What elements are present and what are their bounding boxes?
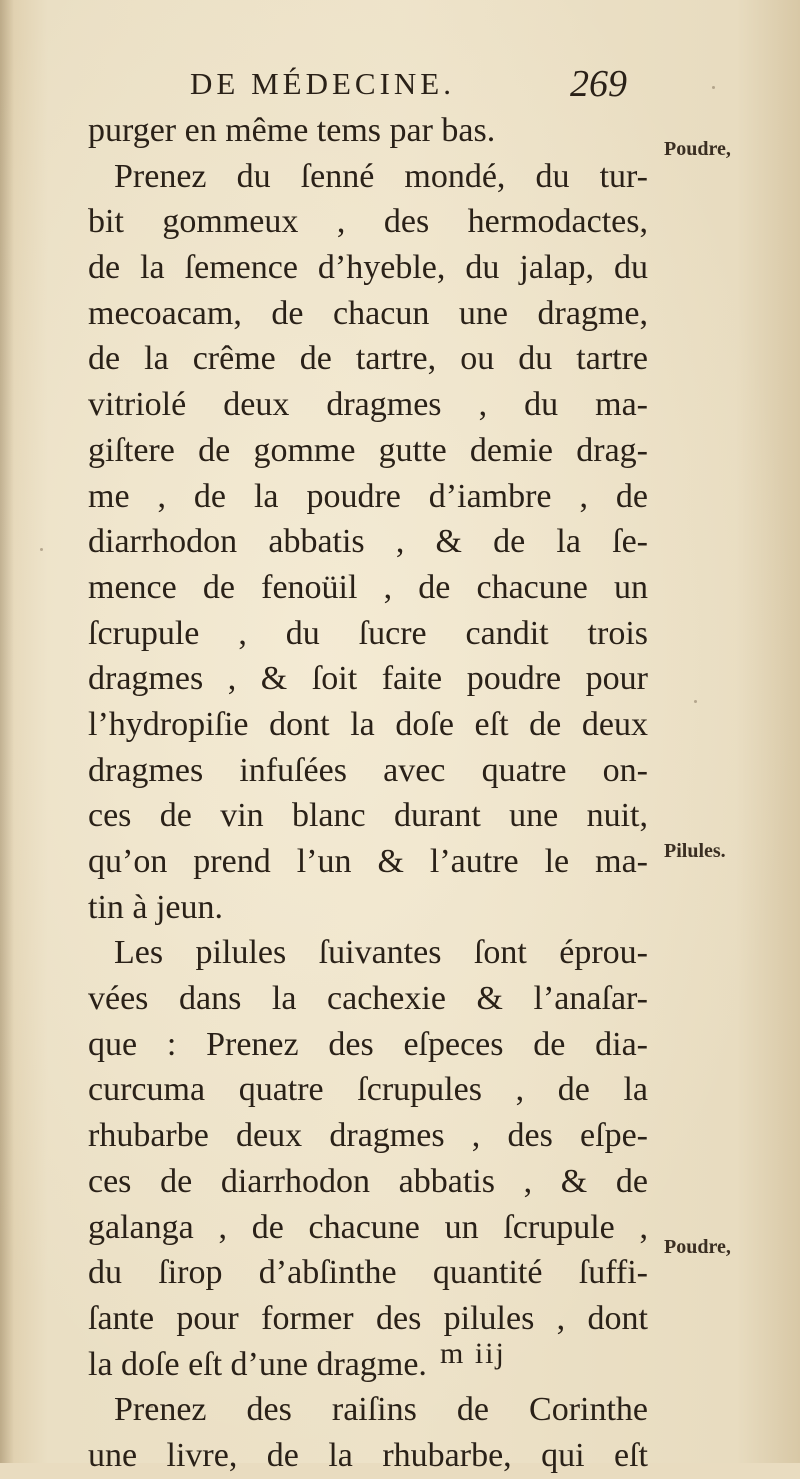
text-line: ces de diarrhodon abbatis , & de [88,1162,648,1200]
paper-speck [712,86,715,89]
gutter-shadow [0,0,14,1463]
margin-note-poudre-2: Poudre, [664,1236,731,1258]
text-line: ſcrupule , du ſucre candit trois [88,614,648,652]
text-line: la doſe eſt d’une dragme. [88,1345,427,1383]
text-line: vées dans la cachexie & l’anaſar- [88,980,648,1018]
margin-note-poudre: Poudre, [664,138,731,160]
text-line: Prenez des raiſins de Corinthe [114,1391,648,1429]
signature-mark: m iij [440,1337,506,1370]
text-line: dragmes infuſées avec quatre on- [88,751,648,789]
text-line: ces de vin blanc durant une nuit, [88,797,648,835]
text-line: ſante pour former des pilules , dont [88,1299,648,1337]
text-line: mecoacam, de chacun une dragme, [88,294,648,332]
page-header [190,62,660,112]
text-line: dragmes , & ſoit faite poudre pour [88,660,648,698]
text-line: me , de la poudre d’iambre , de [88,477,648,515]
text-line: diarrhodon abbatis , & de la ſe- [88,523,648,561]
text-line: de la ſemence d’hyeble, du jalap, du [88,249,648,287]
text-line: vitriolé deux dragmes , du ma- [88,386,648,424]
text-line: qu’on prend l’un & l’autre le ma- [88,843,648,880]
text-line: galanga , de chacune un ſcrupule , [88,1208,648,1246]
paper-speck [150,1405,153,1408]
text-line: bit gommeux , des hermodactes, [88,203,648,241]
text-line: une livre, de la rhubarbe, qui eſt [88,1436,648,1474]
text-line: que : Prenez des eſpeces de dia- [88,1025,648,1063]
running-head: DE MÉDECINE. [190,66,455,101]
text-line: l’hydropiſie dont la doſe eſt de deux [88,705,648,743]
text-line: giſtere de gomme gutte demie drag- [88,431,648,469]
body-text [88,108,648,1479]
text-line: de la crême de tartre, ou du tartre [88,340,648,378]
text-line: purger en même tems par bas. [88,112,496,149]
text-line: mence de fenoüil , de chacune un [88,568,648,606]
text-line: curcuma quatre ſcrupules , de la [88,1071,648,1109]
page-number: 269 [570,63,627,105]
text-line: du ſirop d’abſinthe quantité ſuffi- [88,1254,648,1292]
text-line: tin à jeun. [88,888,224,926]
margin-note-pilules: Pilules. [664,840,726,862]
text-line: rhubarbe deux dragmes , des eſpe- [88,1117,648,1155]
paper-speck [694,700,697,703]
text-line: Les pilules ſuivantes ſont éprou- [114,934,648,972]
paper-speck [40,548,43,551]
text-line: Prenez du ſenné mondé, du tur- [114,157,648,195]
